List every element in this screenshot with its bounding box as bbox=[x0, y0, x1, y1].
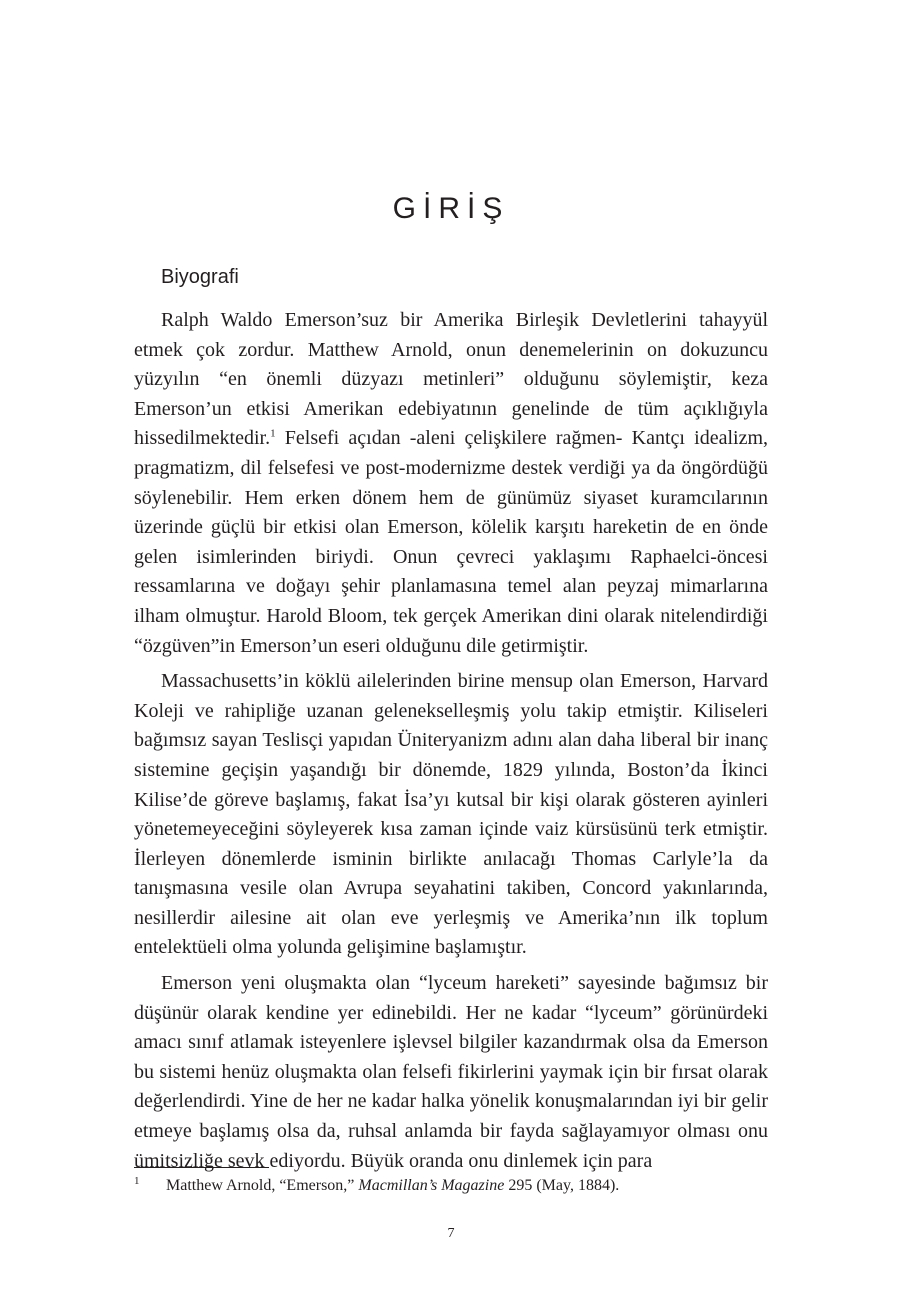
page-number: 7 bbox=[447, 1226, 455, 1241]
body-text bbox=[134, 306, 768, 1182]
section-heading: Biyografi bbox=[161, 266, 239, 288]
footnote-divider bbox=[134, 1167, 269, 1168]
paragraph-3: Emerson yeni oluşmakta olan “lyceum hareketi” sayesinde bağımsız bir düşünür olarak kendine yer edinebildi. Her ne kadar “lyceum” görünürdeki amacı sınıf atlamak isteyenlere işlevsel bilgiler kazandırmak olsa da Emerson bu sistemi henüz oluşmakta olan felsefi fikirlerini yaymak için bir fırsat olarak değerlendirdi. Yine de her ne kadar halka yönelik konuşmalarından iyi bir gelir etmeye başlamış olsa da, ruhsal anlamda bir fayda sağlayamıyor olması onu ümitsizliğe sevk ediyordu. Büyük oranda onu dinlemek için para bbox=[134, 972, 768, 1172]
chapter-title: GİRİŞ bbox=[392, 192, 510, 225]
footnote-text-after: 295 (May, 1884). bbox=[504, 1177, 620, 1194]
paragraph-2: Massachusetts’in köklü ailelerinden birine mensup olan Emerson, Harvard Koleji ve rahipliğe uzanan gelenekselleşmiş yolu takip etmiştir. Kiliseleri bağımsız sayan Teslisçi yapıdan Üniteryanizm adını alan daha liberal bir inanç sistemine geçişin yaşandığı bir dönemde, 1829 yılında, Boston’da İkinci Kilise’de göreve başlamış, fakat İsa’yı kutsal bir kişi olarak gösteren ayinleri yönetemeyeceğini söyleyerek kısa zaman içinde vaiz kürsüsünü terk etmiştir. İlerleyen dönemlerde isminin birlikte anılacağı Thomas Carlyle’la da tanışmasına vesile olan Avrupa seyahatini takiben, Concord yakınlarında, nesillerdir ailesine ait olan eve yerleşmiş ve Amerika’nın ilk toplum entelektüeli olma yolunda gelişimine başlamıştır. bbox=[134, 670, 768, 959]
footnote: 1 Matthew Arnold, “Emerson,” Macmillan’s Magazine 295 (May, 1884). bbox=[134, 1174, 620, 1194]
paragraph-1 bbox=[134, 306, 768, 661]
paragraph-1-text-before-note: Ralph Waldo Emerson’suz bir Amerika Birleşik Devletlerini tahayyül etmek çok zordur. Matthew Arnold, onun denemelerinin on dokuzuncu yüzyılın “en önemli düzyazı metinleri” olduğunu söylemiştir, keza Emerson’un etkisi Amerikan edebiyatının genelinde de tüm açıklığıyla hissedilmektedir. bbox=[134, 309, 768, 450]
footnote-text-before: Matthew Arnold, “Emerson,” bbox=[166, 1177, 359, 1194]
footnote-reference: 1 bbox=[270, 427, 276, 440]
footnote-source-title: Macmillan’s Magazine bbox=[358, 1177, 505, 1194]
book-page bbox=[134, 0, 768, 1300]
paragraph-1-text-after-note: Felsefi açıdan -aleni çelişkilere rağmen- Kantçı idealizm, pragmatizm, dil felsefesi ve post-modernizme destek verdiği ya da öngördüğü söylenebilir. Hem erken dönem hem de günümüz siyaset kuramcılarının üzerinde güçlü bir etkisi olan Emerson, kölelik karşıtı hareketin de en önde gelen isimlerinden biriydi. Onun çevreci yaklaşımı Raphaelci-öncesi ressamlarına ve doğayı şehir planlamasına temel alan peyzaj mimarlarına ilham olmuştur. Harold Bloom, tek gerçek Amerikan dini olarak nitelendirdiği “özgüven”in Emerson’un eseri olduğunu dile getirmiştir. bbox=[134, 427, 768, 657]
